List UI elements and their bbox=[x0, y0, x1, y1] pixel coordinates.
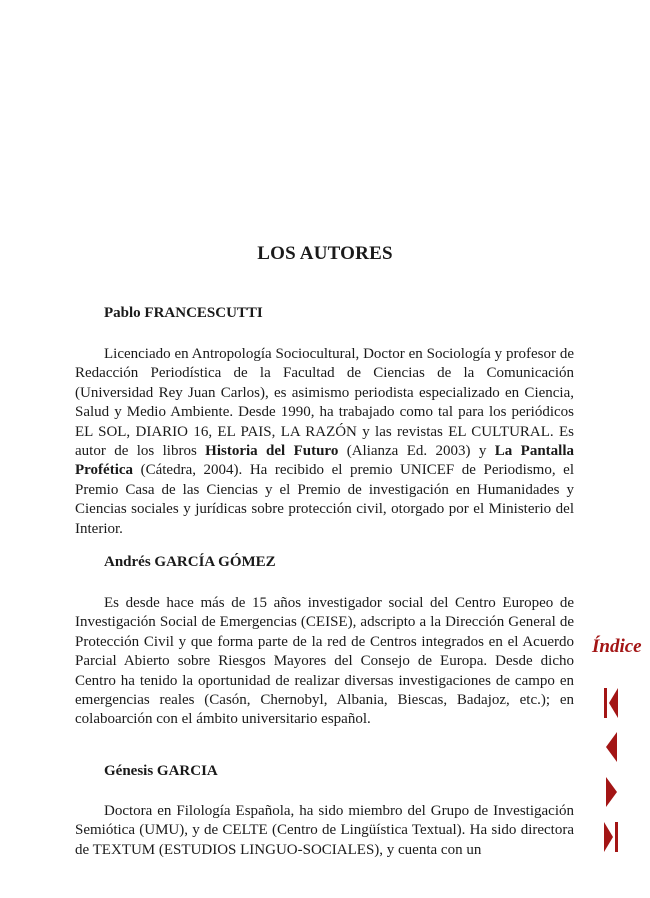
first-page-button[interactable] bbox=[603, 688, 619, 718]
bio-text: Doctora en Filología Española, ha sido miembro del Grupo de Investigación Semiótica (UMU), y de CELTE (Centro de Lingüística Textual). Ha sido directora de TEXTUM (ESTUDIOS LINGUO-SOCIALES), y cuenta con un bbox=[75, 803, 574, 858]
book-title: La Pantalla Profética bbox=[75, 443, 575, 479]
first-page-icon bbox=[603, 688, 619, 718]
last-page-icon bbox=[603, 822, 619, 852]
previous-page-button[interactable] bbox=[603, 732, 619, 762]
bio-text: (Cátedra, 2004). Ha recibido el premio UNICEF de Periodismo, el Premio Casa de las Ciencias y el Premio de investigación en Humanidades y Ciencias sociales y jurídicas sobre protección civil, otorgado por el Ministerio del Interior. bbox=[75, 462, 574, 537]
last-page-button[interactable] bbox=[603, 822, 619, 852]
author-bio bbox=[75, 802, 574, 860]
page-title: LOS AUTORES bbox=[257, 243, 393, 264]
book-title: Historia del Futuro bbox=[205, 443, 339, 460]
next-page-button[interactable] bbox=[603, 777, 619, 807]
bio-text: (Alianza Ed. 2003) y bbox=[338, 443, 495, 460]
author-bio bbox=[75, 594, 574, 730]
author-name: Pablo FRANCESCUTTI bbox=[104, 305, 263, 321]
bio-text: Es desde hace más de 15 años investigador social del Centro Europeo de Investigación Social de Emergencias (CEISE), adscripto a la Dirección General de Protección Civil y que forma parte de la red de Centros integrados en el Acuerdo Parcial Abierto sobre Riesgos Mayores del Consejo de Europa. Desde dicho Centro ha tenido la oportunidad de realizar diversas investigaciones de campo en emergencias reales (Casón, Chernobyl, Albania, Biescas, Badajoz, etc.); en colaboarción con el ámbito universitario español. bbox=[75, 595, 574, 728]
index-link[interactable]: Índice bbox=[592, 636, 642, 657]
previous-page-icon bbox=[603, 732, 619, 762]
author-bio bbox=[75, 345, 574, 539]
author-name: Génesis GARCIA bbox=[104, 763, 218, 779]
bio-text: Licenciado en Antropología Sociocultural, Doctor en Sociología y profesor de Redacción Periodística de la Facultad de Ciencias de la Comunicación (Universidad Rey Juan Carlos), es asimismo periodista especializado en Ciencia, Salud y Medio Ambiente. Desde 1990, ha trabajado como tal para los periódicos EL SOL, DIARIO 16, EL PAIS, LA RAZÓN y las revistas EL CULTURAL. Es autor de los libros bbox=[75, 346, 574, 460]
next-page-icon bbox=[603, 777, 619, 807]
author-name: Andrés GARCÍA GÓMEZ bbox=[104, 554, 276, 570]
